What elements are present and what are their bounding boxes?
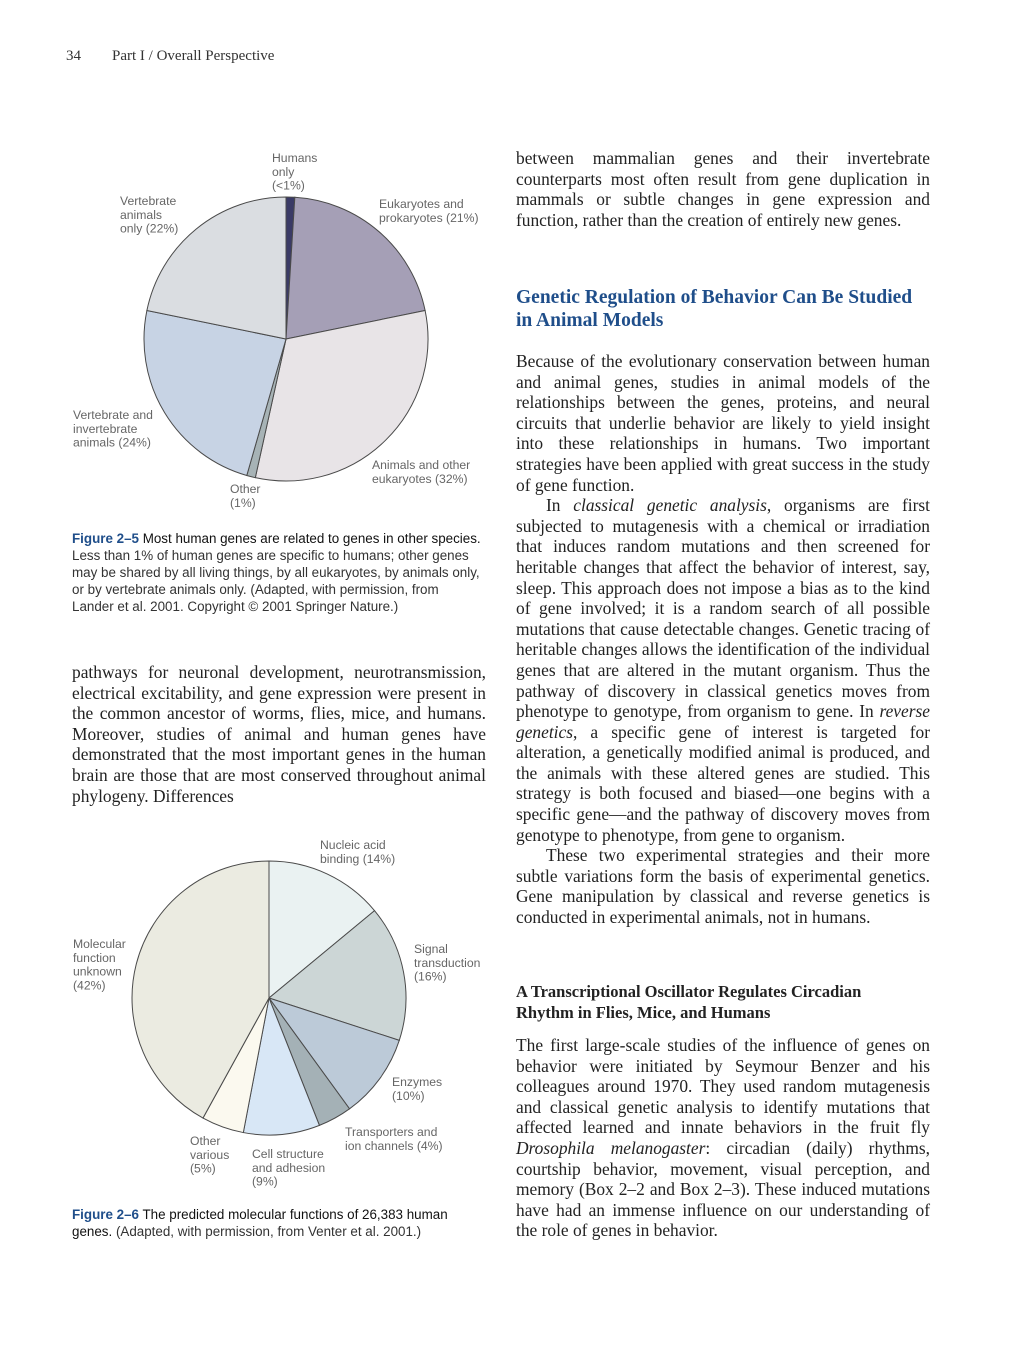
figure-2-5-body: Less than 1% of human genes are specific to humans; other genes may be shared by all living things, by all eukaryotes, by animals only, or by vertebrate animals only. (Adapted, with permission, from Lander et al. 2001. Copyright © 2001 Springer Nature.) (72, 548, 480, 614)
pie-slice-label: Humans only (<1%) (272, 151, 318, 193)
figure-2-6-label: Figure 2–6 (72, 1207, 139, 1222)
section1-body (516, 351, 930, 928)
pie-slice-label: Vertebrate animals only (22%) (120, 194, 179, 236)
pie-slice-label: Eukaryotes and prokaryotes (21%) (379, 197, 479, 225)
pie-slice-label: Signal transduction (16%) (414, 942, 481, 984)
figure-2-5-pie (73, 151, 479, 510)
left-column-text (72, 662, 486, 806)
right-intro-text (516, 148, 930, 230)
section2-paragraph-1: The first large-scale studies of the influence of genes on behavior were initiated by Seymour Benzer and his colleagues around 1970. They used random mutagenesis and classical genetic analysis to identify mutations that affected learned and innate behaviors in the fruit fly Drosophila melanogaster: circadian (daily) rhythms, courtship behavior, movement, visual perception, and memory (Box 2–2 and Box 2–3). These induced mutations have had an immense influence on our understanding of the role of genes in behavior. (516, 1035, 931, 1241)
section1-paragraph-2: In classical genetic analysis, organisms are first subjected to mutagenesis with a chemical or irradiation that induces random mutations and then screened for heritable changes that affect the behavior of interest, say, sleep. This approach does not impose a bias as to the kind of gene involved; it is a random search of all possible mutations that cause detectable changes. Genetic tracing of heritable changes allows the identification of the individual genes that are altered in the mutant organism. Thus the pathway of discovery in classical genetics moves from phenotype to genotype, from organism to gene. In reverse genetics, a specific gene of interest is targeted for alteration, a genetically modified animal is produced, and the animals with these altered genes are studied. This strategy is both focused and biased—one begins with a specific gene—and the pathway of discovery moves from genotype to phenotype, from gene to organism. (516, 495, 930, 845)
pie-slice-label: Molecular function unknown (42%) (73, 937, 126, 993)
figure-2-6-title: The predicted molecular functions of 26,383 human genes. (72, 1207, 448, 1239)
section1-paragraph-1: Because of the evolutionary conservation between human and animal genes, studies in animal models of the relationships between the genes, proteins, and neural circuits that underlie behavior are likely to yield insight into these relationships in humans. Two important strategies have been applied with great success in the study of gene function. (516, 351, 930, 495)
intro-paragraph: between mammalian genes and their invertebrate counterparts most often result from gene duplication in mammals or subtle changes in gene expression and function, rather than the creation of entirely new genes. (516, 148, 930, 230)
running-title: Part I / Overall Perspective (112, 48, 275, 64)
section-heading-transcriptional-oscillator: A Transcriptional Oscillator Regulates Circadian Rhythm in Flies, Mice, and Humans (516, 982, 862, 1022)
page-number: 34 (66, 48, 81, 64)
figure-2-5-label: Figure 2–5 (72, 531, 139, 546)
figure-2-6-pie (73, 838, 480, 1189)
pie-slice-label: Cell structure and adhesion (9%) (252, 1147, 326, 1189)
figure-2-5-title: Most human genes are related to genes in other species. (138, 531, 481, 546)
figure-2-6-body: (Adapted, with permission, from Venter et al. 2001.) (112, 1224, 422, 1239)
left-paragraph: pathways for neuronal development, neurotransmission, electrical excitability, and gene expression were present in the common ancestor of worms, flies, mice, and humans. Moreover, studies of animal and human genes have demonstrated that the most important genes in the human brain are those that are most conserved throughout animal phylogeny. Differences (72, 662, 486, 806)
pie-slice-label: Nucleic acid binding (14%) (320, 838, 396, 866)
pie-slice-label: Enzymes (10%) (392, 1075, 443, 1103)
pie-slice-label: Vertebrate and invertebrate animals (24%) (73, 408, 153, 450)
figure-2-5-caption (72, 530, 484, 615)
section2-body (516, 1035, 930, 1241)
pie-slice-label: Animals and other eukaryotes (32%) (372, 458, 471, 486)
section-heading-genetic-regulation: Genetic Regulation of Behavior Can Be Studied in Animal Models (516, 287, 913, 331)
pie-slice-label: Transporters and ion channels (4%) (345, 1125, 443, 1153)
figure-2-6-caption (72, 1206, 484, 1240)
section1-paragraph-3: These two experimental strategies and their more subtle variations form the basis of experimental genetics. Gene manipulation by classical and reverse genetics is conducted in experimental animals, not in humans. (516, 845, 930, 928)
pie-slice-label: Other various (5%) (190, 1134, 230, 1176)
pie-slice-label: Other (1%) (230, 482, 261, 510)
